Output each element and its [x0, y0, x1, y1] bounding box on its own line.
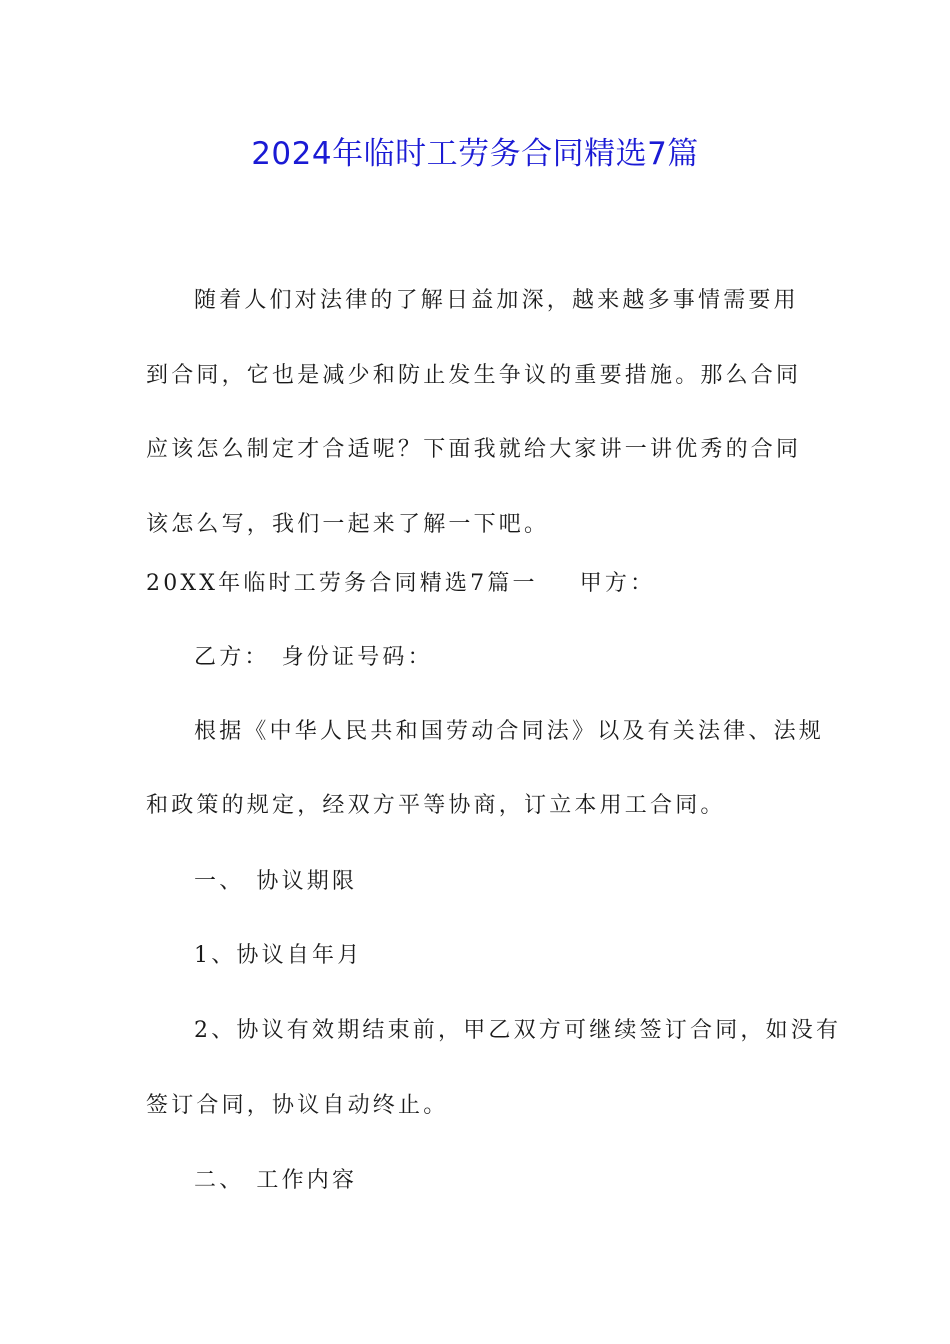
intro-paragraph: 随着人们对法律的了解日益加深，越来越多事情需要用到合同，它也是减少和防止发生争议的重要措施。那么合同应该怎么制定才合适呢？下面我就给大家讲一讲优秀的合同该怎么写，我们一起来了解一下吧。 [146, 288, 802, 537]
party-b-line [194, 636, 433, 680]
document-title: 2024年临时工劳务合同精选7篇 [251, 136, 699, 172]
clause-2-heading [194, 1159, 357, 1203]
id-number-label: 身份证号码： [281, 645, 433, 670]
basis-paragraph-line-1: 根据《中华人民共和国劳动合同法》以及有关法律、法规 [194, 719, 825, 744]
section-heading: 20XX年临时工劳务合同精选7篇一 [146, 571, 538, 596]
basis-paragraph-line-2: 和政策的规定，经双方平等协商，订立本用工合同。 [146, 793, 726, 818]
clause-1-item-1: 1、协议自年月 [194, 943, 363, 968]
clause-1-item-2-line-2: 签订合同，协议自动终止。 [146, 1093, 449, 1118]
section-heading-line [146, 562, 655, 606]
clause-1-number: 一、 [194, 869, 245, 894]
clause-1-item-2-line-1: 2、协议有效期结束前，甲乙双方可继续签订合同，如没有 [194, 1018, 842, 1043]
clause-1-heading [194, 860, 357, 904]
clause-1-title: 协议期限 [256, 869, 358, 894]
clause-2-title: 工作内容 [256, 1168, 358, 1193]
clause-2-number: 二、 [194, 1168, 245, 1193]
party-b-label: 乙方： [194, 645, 270, 670]
party-a-label: 甲方： [579, 571, 656, 596]
